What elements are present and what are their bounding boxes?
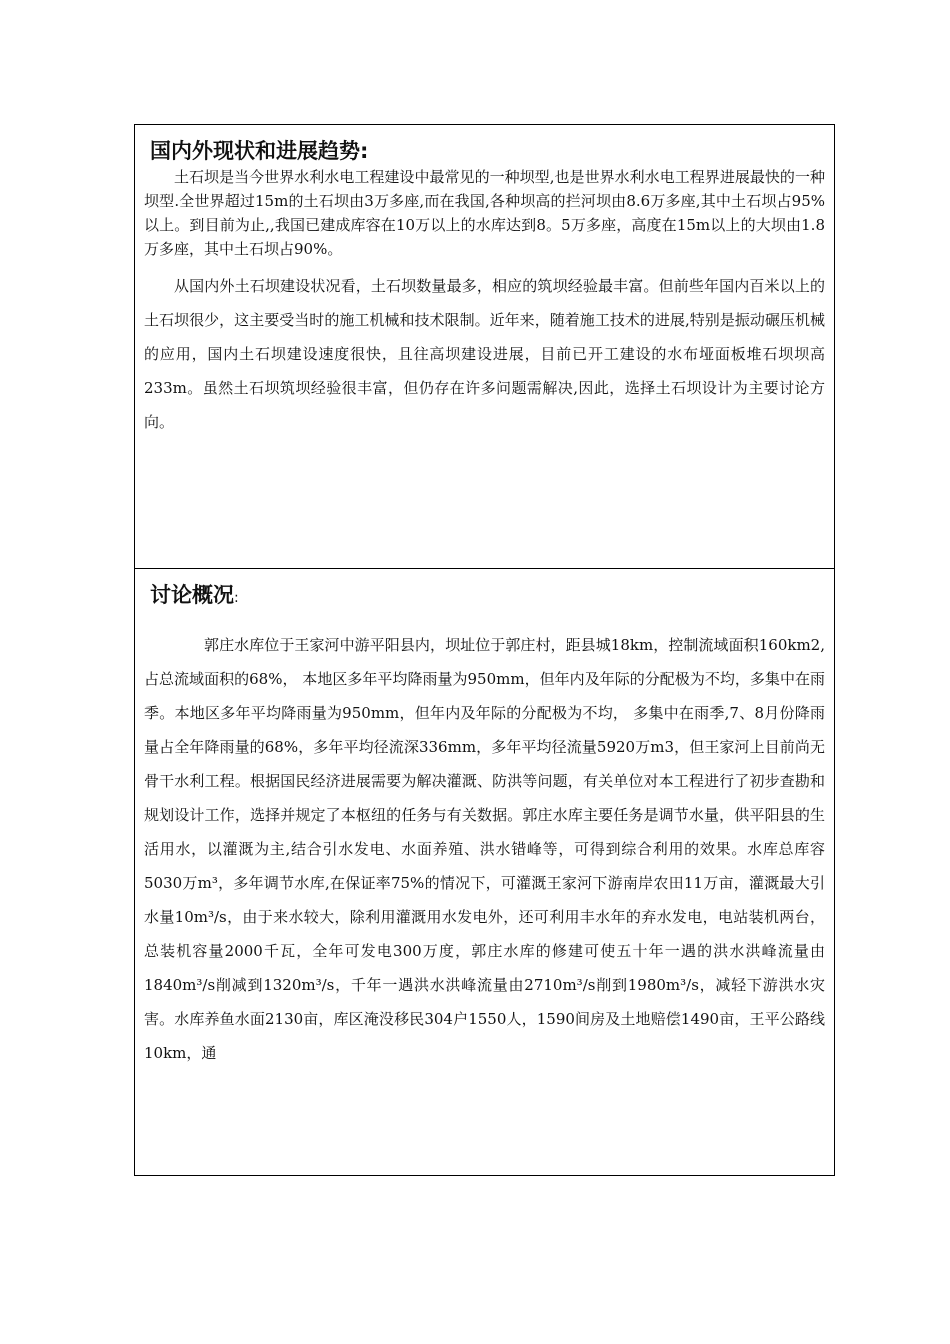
overview-cell xyxy=(135,569,835,1176)
section-heading-overview-colon: : xyxy=(234,590,239,606)
section-heading-status: 国内外现状和进展趋势: xyxy=(150,139,369,163)
paragraph-status-2: 从国内外土石坝建设状况看，土石坝数量最多，相应的筑坝经验最丰富。但前些年国内百米以上的土石坝很少，这主要受当时的施工机械和技术限制。近年来，随着施工技术的进展,特别是振动碾压机械的应用，国内土石坝建设速度很快，且往高坝建设进展，目前已开工建设的水布垭面板堆石坝坝高233m。虽然土石坝筑坝经验很丰富，但仍存在许多问题需解决,因此，选择土石坝设计为主要讨论方向。 xyxy=(144,277,825,431)
paragraph-status-1: 土石坝是当今世界水利水电工程建设中最常见的一种坝型,也是世界水利水电工程界进展最快的一种坝型.全世界超过15m的土石坝由3万多座,而在我国,各种坝高的拦河坝由8.6万多座,其中土石坝占95%以上。到目前为止,,我国已建成库容在10万以上的水库达到8。5万多座，高度在15m以上的大坝由1.8万多座，其中土石坝占90%。 xyxy=(144,168,825,258)
form-table xyxy=(134,124,835,1176)
status-trend-cell xyxy=(135,125,835,569)
section-heading-overview-text: 讨论概况 xyxy=(150,583,234,607)
paragraph-overview: 郭庄水库位于王家河中游平阳县内，坝址位于郭庄村，距县城18km，控制流域面积160km2,占总流域面积的68%， 本地区多年平均降雨量为950mm，但年内及年际的分配极为不均，多集中在雨季。本地区多年平均降雨量为950mm，但年内及年际的分配极为不均， 多集中在雨季,7、8月份降雨量占全年降雨量的68%，多年平均径流深336mm，多年平均径流量5920万m3，但王家河上目前尚无骨干水利工程。根据国民经济进展需要为解决灌溉、防洪等问题，有关单位对本工程进行了初步查勘和规划设计工作，选择并规定了本枢纽的任务与有关数据。郭庄水库主要任务是调节水量，供平阳县的生活用水，以灌溉为主,结合引水发电、水面养殖、洪水错峰等，可得到综合利用的效果。水库总库容5030万m³，多年调节水库,在保证率75%的情况下，可灌溉王家河下游南岸农田11万亩，灌溉最大引水量10m³/s，由于来水较大，除利用灌溉用水发电外，还可利用丰水年的弃水发电，电站装机两台，总装机容量2000千瓦，全年可发电300万度，郭庄水库的修建可使五十年一遇的洪水洪峰流量由1840m³/s削减到1320m³/s，千年一遇洪水洪峰流量由2710m³/s削到1980m³/s，减轻下游洪水灾害。水库养鱼水面2130亩，库区淹没移民304户1550人，1590间房及土地赔偿1490亩，王平公路线10km，通 xyxy=(144,636,825,1062)
section-heading-overview xyxy=(150,581,825,612)
